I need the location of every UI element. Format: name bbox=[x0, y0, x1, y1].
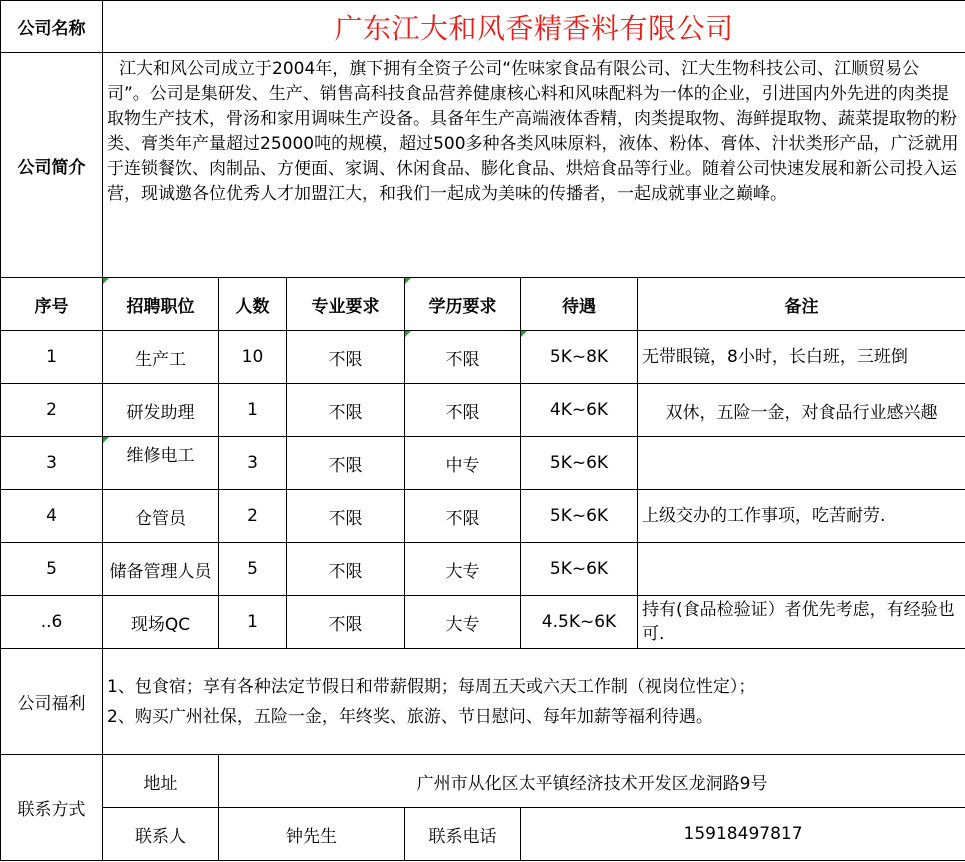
row-count: 10 bbox=[219, 331, 287, 384]
table-row bbox=[1, 437, 965, 490]
contact-address-row bbox=[1, 755, 965, 808]
header-count: 人数 bbox=[219, 278, 287, 331]
header-major: 专业要求 bbox=[287, 278, 405, 331]
row-no: ..6 bbox=[1, 596, 103, 649]
table-row bbox=[1, 596, 965, 649]
row-major: 不限 bbox=[287, 331, 405, 384]
row-count: 2 bbox=[219, 490, 287, 543]
header-pay: 待遇 bbox=[521, 278, 638, 331]
row-pay: 4.5K~6K bbox=[521, 596, 638, 649]
header-education: 学历要求 bbox=[405, 278, 521, 331]
jobs-header-row bbox=[1, 278, 965, 331]
row-major: 不限 bbox=[287, 596, 405, 649]
row-position: 现场QC bbox=[103, 596, 219, 649]
row-position: 维修电工 bbox=[103, 437, 219, 490]
row-education: 不限 bbox=[405, 331, 521, 384]
row-major: 不限 bbox=[287, 490, 405, 543]
contact-person-row bbox=[1, 808, 965, 861]
welfare-row bbox=[1, 649, 965, 755]
contact-person-value: 钟先生 bbox=[219, 808, 405, 861]
table-row bbox=[1, 331, 965, 384]
company-intro-label: 公司简介 bbox=[1, 53, 103, 278]
row-pay: 4K~6K bbox=[521, 384, 638, 437]
company-name-row bbox=[1, 1, 965, 53]
row-major: 不限 bbox=[287, 437, 405, 490]
company-intro-paragraph: 江大和风公司成立于2004年，旗下拥有全资子公司“佐味家食品有限公司、江大生物科技公司、江顺贸易公司”。公司是集研发、生产、销售高科技食品营养健康核心料和风味配料为一体的企业，引进国内外先进的肉类提取物生产技术，骨汤和家用调味生产设备。具备年生产高端液体香精，肉类提取物、海鲜提取物、蔬菜提取物的粉类、膏类年产量超过25000吨的规模，超过500多种各类风味原料，液体、粉体、膏体、汁状类形产品，广泛就用于连锁餐饮、肉制品、方便面、家调、休闲食品、膨化食品、烘焙食品等行业。随着公司快速发展和新公司投入运营，现诚邀各位优秀人才加盟江大，和我们一起成为美味的传播者，一起成就事业之巅峰。 bbox=[107, 59, 959, 204]
row-education: 不限 bbox=[405, 490, 521, 543]
row-note bbox=[638, 437, 965, 490]
row-no: 5 bbox=[1, 543, 103, 596]
row-position: 研发助理 bbox=[103, 384, 219, 437]
row-education: 不限 bbox=[405, 384, 521, 437]
row-education: 中专 bbox=[405, 437, 521, 490]
row-count: 5 bbox=[219, 543, 287, 596]
row-note: 持有(食品检验证）者优先考虑，有经验也可. bbox=[638, 596, 965, 649]
table-row bbox=[1, 384, 965, 437]
row-no: 1 bbox=[1, 331, 103, 384]
row-education: 大专 bbox=[405, 596, 521, 649]
contact-label: 联系方式 bbox=[1, 755, 103, 861]
table-row bbox=[1, 543, 965, 596]
row-major: 不限 bbox=[287, 384, 405, 437]
company-name-label: 公司名称 bbox=[1, 1, 103, 53]
row-major: 不限 bbox=[287, 543, 405, 596]
header-position: 招聘职位 bbox=[103, 278, 219, 331]
phone-label: 联系电话 bbox=[405, 808, 521, 861]
row-no: 3 bbox=[1, 437, 103, 490]
address-label: 地址 bbox=[103, 755, 219, 808]
row-note bbox=[638, 543, 965, 596]
row-count: 1 bbox=[219, 384, 287, 437]
welfare-content bbox=[103, 649, 965, 755]
company-name: 广东江大和风香精香料有限公司 bbox=[103, 1, 965, 53]
row-position: 生产工 bbox=[103, 331, 219, 384]
row-pay: 5K~8K bbox=[521, 331, 638, 384]
welfare-line-1: 1、包食宿；享有各种法定节假日和带薪假期；每周五天或六天工作制（视岗位性定）； bbox=[107, 676, 756, 697]
row-position: 储备管理人员 bbox=[103, 543, 219, 596]
row-no: 2 bbox=[1, 384, 103, 437]
company-intro-row bbox=[1, 53, 965, 278]
welfare-label: 公司福利 bbox=[1, 649, 103, 755]
row-note: 双休，五险一金，对食品行业感兴趣 bbox=[638, 384, 965, 437]
row-count: 3 bbox=[219, 437, 287, 490]
phone-value: 15918497817 bbox=[521, 808, 965, 861]
row-pay: 5K~6K bbox=[521, 437, 638, 490]
company-intro-text bbox=[103, 53, 965, 278]
row-pay: 5K~6K bbox=[521, 543, 638, 596]
row-note: 无带眼镜，8小时，长白班，三班倒 bbox=[638, 331, 965, 384]
row-count: 1 bbox=[219, 596, 287, 649]
header-note: 备注 bbox=[638, 278, 965, 331]
row-position: 仓管员 bbox=[103, 490, 219, 543]
contact-person-label: 联系人 bbox=[103, 808, 219, 861]
header-no: 序号 bbox=[1, 278, 103, 331]
row-note: 上级交办的工作事项，吃苦耐劳. bbox=[638, 490, 965, 543]
row-education: 大专 bbox=[405, 543, 521, 596]
row-no: 4 bbox=[1, 490, 103, 543]
address-value: 广州市从化区太平镇经济技术开发区龙洞路9号 bbox=[219, 755, 965, 808]
table-row bbox=[1, 490, 965, 543]
row-pay: 5K~6K bbox=[521, 490, 638, 543]
welfare-line-2: 2、购买广州社保，五险一金，年终奖、旅游、节日慰问、每年加薪等福利待遇。 bbox=[107, 706, 713, 727]
